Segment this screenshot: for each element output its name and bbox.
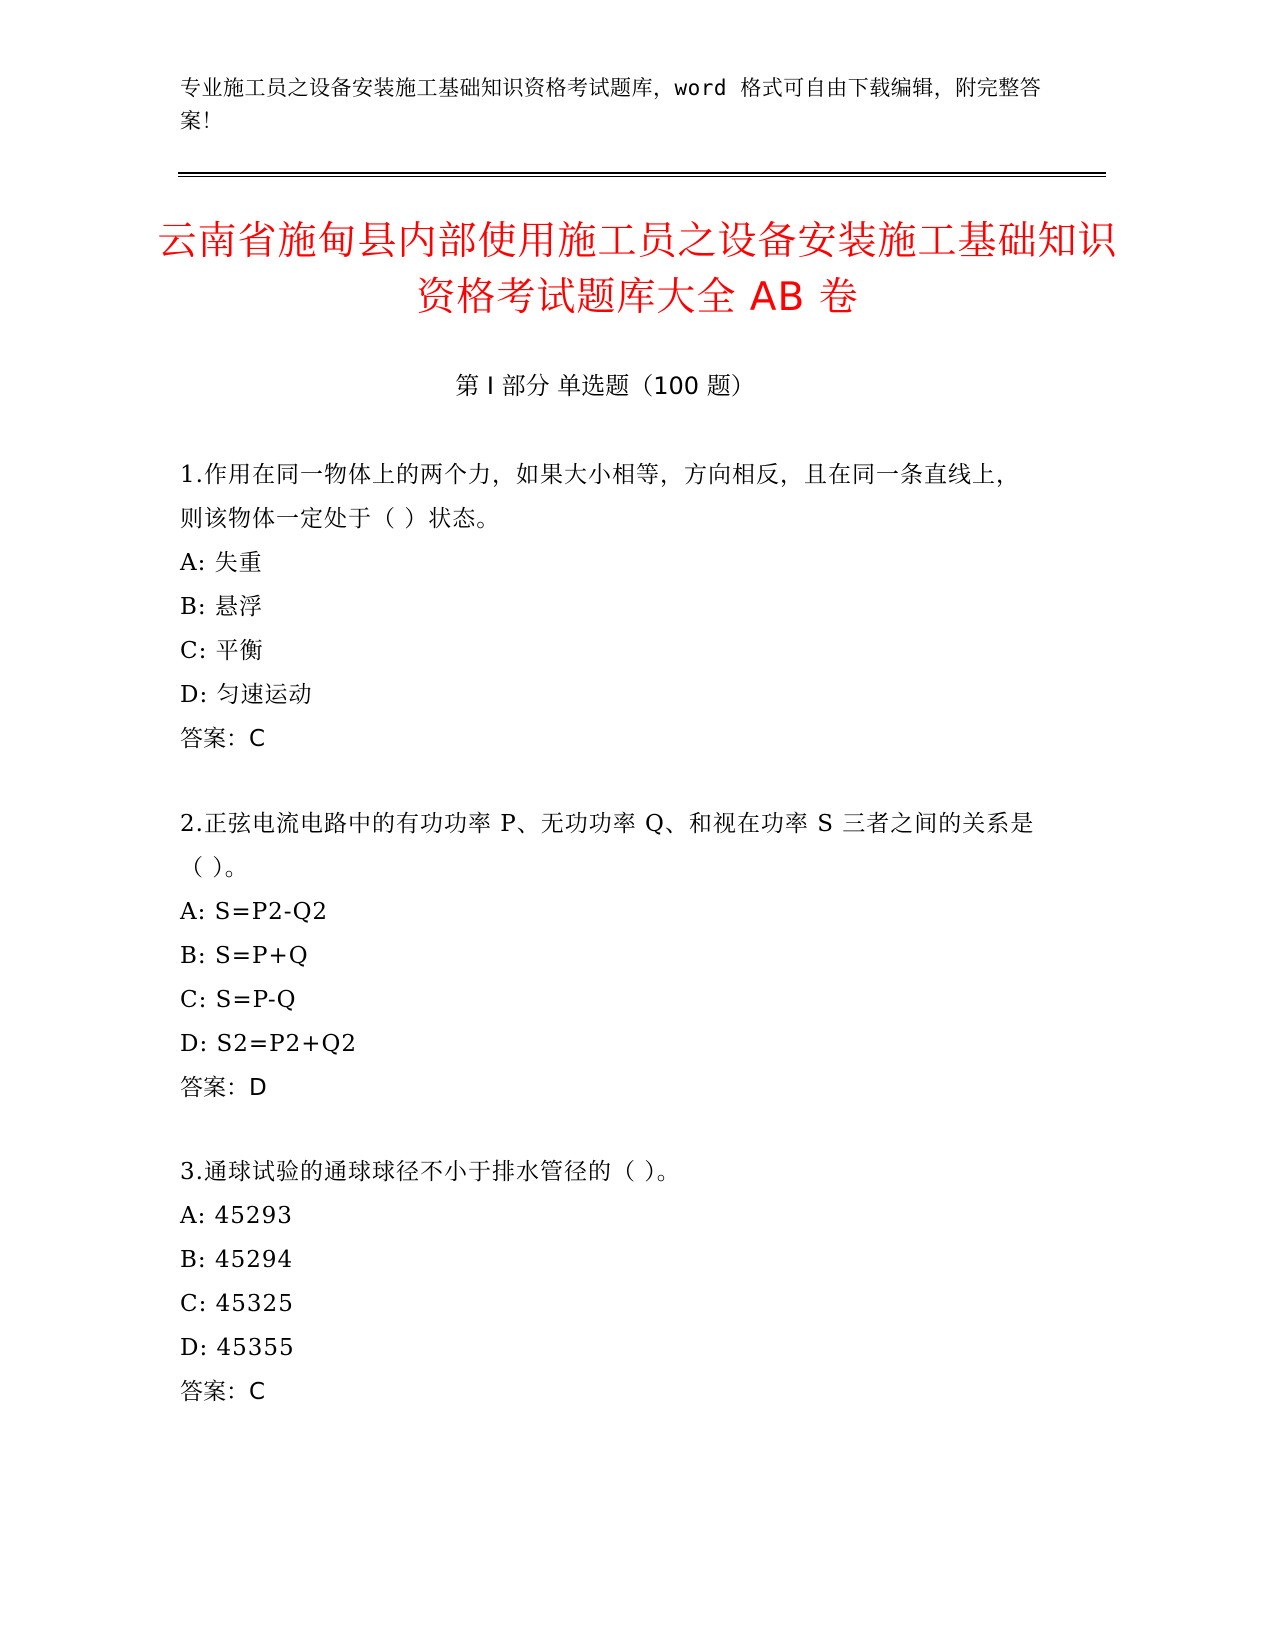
document-title: 云南省施甸县内部使用施工员之设备安装施工基础知识资格考试题库大全 AB 卷 — [157, 219, 1118, 320]
option-c: C: 45325 — [180, 1291, 294, 1317]
question-3 — [180, 1150, 1040, 1414]
option-d: D: S2=P2+Q2 — [180, 1031, 358, 1057]
option-b: B: 悬浮 — [180, 594, 263, 620]
answer: 答案：C — [180, 726, 266, 752]
option-a: A: 45293 — [180, 1203, 293, 1229]
header-note: 专业施工员之设备安装施工基础知识资格考试题库，word 格式可自由下载编辑，附完整答案！ — [180, 76, 1042, 133]
question-2 — [180, 802, 1040, 1110]
question-stem: 1.作用在同一物体上的两个力，如果大小相等，方向相反，且在同一条直线上，则该物体一定处于（ ）状态。 — [180, 462, 1020, 532]
question-stem: 3.通球试验的通球球径不小于排水管径的（ ）。 — [180, 1159, 681, 1185]
option-b: B: S=P+Q — [180, 943, 309, 969]
option-d: D: 匀速运动 — [180, 682, 313, 708]
answer: 答案：C — [180, 1379, 266, 1405]
option-d: D: 45355 — [180, 1335, 295, 1361]
option-c: C: S=P-Q — [180, 987, 297, 1013]
option-c: C: 平衡 — [180, 638, 264, 664]
question-stem: 2.正弦电流电路中的有功功率 P、无功功率 Q、和视在功率 S 三者之间的关系是（ ）。 — [180, 811, 1035, 881]
question-1 — [180, 453, 1040, 761]
answer: 答案：D — [180, 1075, 267, 1101]
section-heading: 第 I 部分 单选题（100 题） — [455, 372, 755, 400]
header-divider — [178, 172, 1106, 177]
option-a: A: 失重 — [180, 550, 263, 576]
option-a: A: S=P2-Q2 — [180, 899, 329, 925]
option-b: B: 45294 — [180, 1247, 294, 1273]
